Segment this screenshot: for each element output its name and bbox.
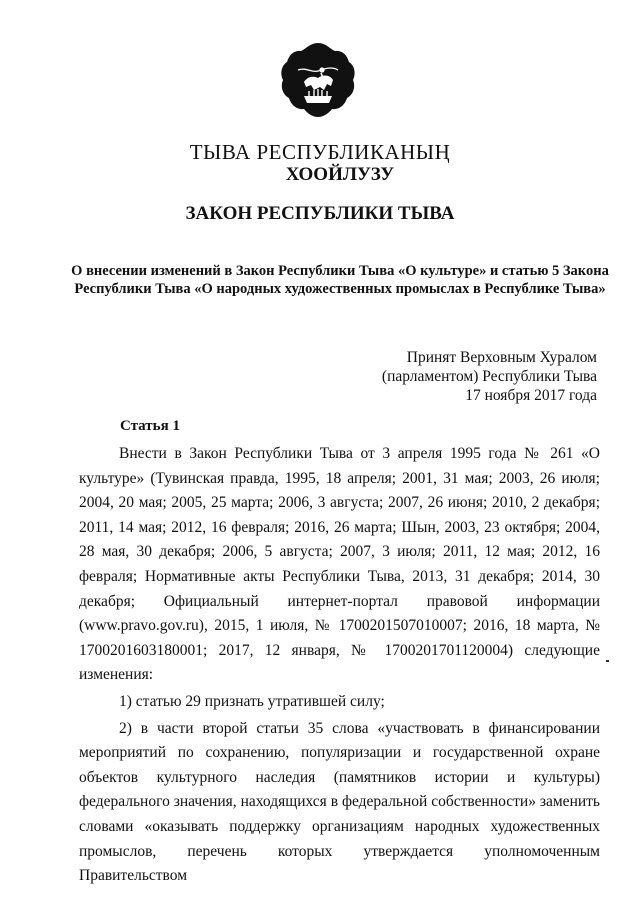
adoption-date: 17 ноября 2017 года xyxy=(465,387,597,404)
tuva-coat-of-arms-icon xyxy=(278,40,358,120)
article-title: Статья 1 xyxy=(120,418,180,434)
paragraph-item-1: 1) статью 29 признать утратившей силу; xyxy=(119,692,385,710)
header-tyva-line1: ТЫВА РЕСПУБЛИКАНЫҢ xyxy=(189,140,451,164)
paragraph-intro: Внести в Закон Республики Тыва от 3 апреля 1995 года № 261 «О культуре» (Тувинская правда, 1995, 18 апреля; 2001, 31 мая; 2003, 26 июля; 2004, 20 мая; 2005, 25 марта; 2006, 3 августа; 2007, 26 июня; 2010, 2 декабря; 2011, 14 мая; 2012, 16 февраля; 2016, 26 марта; Шын, 2003, 23 октября; 2004, 28 мая, 30 декабря; 2006, 5 августа; 2007, 3 июля; 2011, 12 мая; 2012, 16 февраля; Нормативные акты Республики Тыва, 2013, 31 декабря; 2014, 30 декабря; Официальный интернет-портал правовой информации (www.pravo.gov.ru), 2015, 1 июля, № 1700201507010007; 2016, 18 марта, № 1700201603180001; 2017, 12 января, № 1700201701120004) следующие изменения: xyxy=(79,445,600,684)
paragraph-item-2: 2) в части второй статьи 35 слова «участвовать в финансировании мероприятий по сохранению, популяризации и государственной охране объектов культурного наследия (памятников истории и культуры) федерального значения, находящихся в федеральной собственности» заменить словами «оказывать поддержку организациям народных художественных промыслов, перечень которых утверждается уполномоченным Правительством xyxy=(79,719,600,885)
law-title: ЗАКОН РЕСПУБЛИКИ ТЫВА xyxy=(185,203,455,224)
scan-speck xyxy=(606,660,609,662)
adoption-line2: (парламентом) Республики Тыва xyxy=(381,368,597,385)
adoption-line1: Принят Верховным Хуралом xyxy=(406,349,597,366)
header-tyva-line2: ХООЙЛУЗУ xyxy=(285,164,395,185)
article-body xyxy=(79,442,600,889)
law-subject: О внесении изменений в Закон Республики Тыва «О культуре» и статью 5 Закона Республики Тыва «О народных художественных промыслах в Республике Тыва» xyxy=(71,263,609,297)
adoption-info xyxy=(297,348,597,405)
